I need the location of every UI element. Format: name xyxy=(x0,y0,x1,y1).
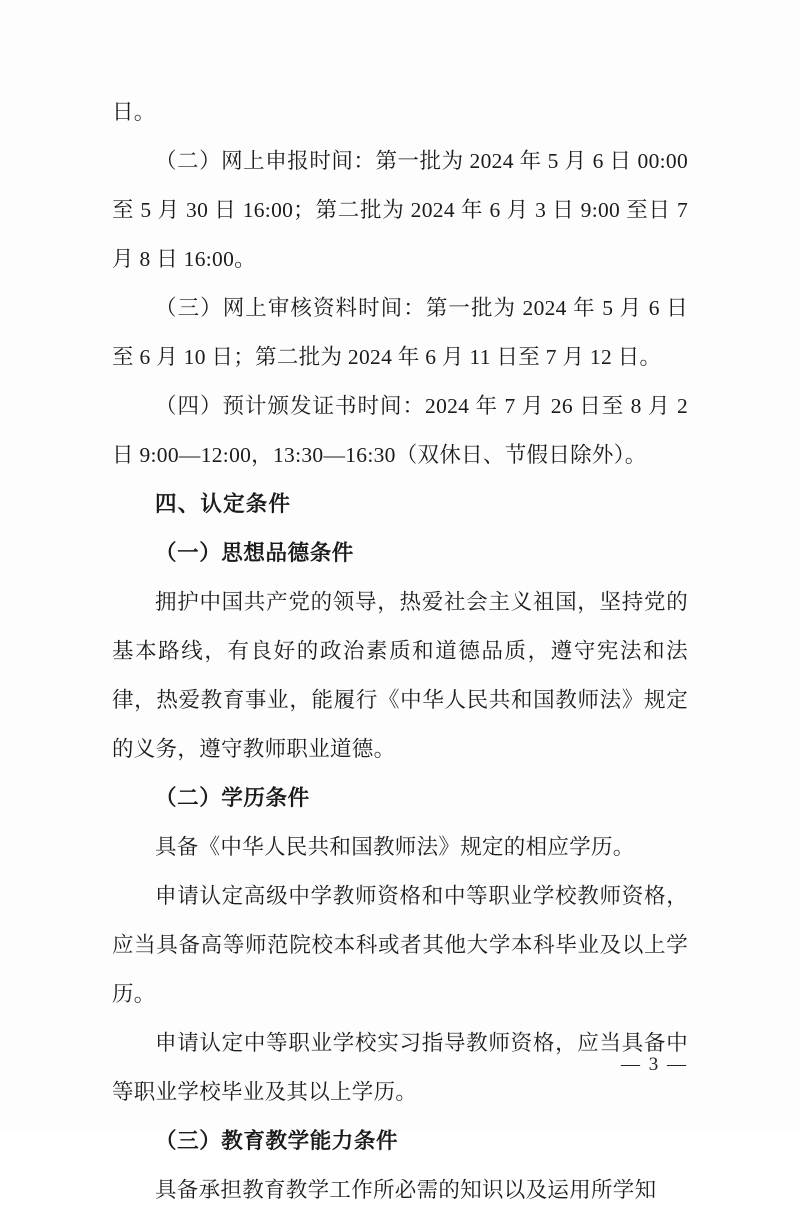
paragraph-education-requirement: 具备《中华人民共和国教师法》规定的相应学历。 xyxy=(155,835,635,859)
section-heading-recognition-conditions: 四、认定条件 xyxy=(155,492,292,516)
paragraph-online-application-time: （二）网上申报时间：第一批为 2024 年 5 月 6 日 00:00 至 5 月 30 日 16:00；第二批为 2024 年 6 月 3 日 9:00 至日 7 月 8 日 16:00。 xyxy=(112,149,688,271)
paragraph-teaching-ability-body: 具备承担教育教学工作所必需的知识以及运用所学知 xyxy=(155,1178,657,1202)
paragraph-certificate-issue-time: （四）预计颁发证书时间：2024 年 7 月 26 日至 8 月 2 日 9:00—12:00，13:30—16:30（双休日、节假日除外）。 xyxy=(112,394,688,467)
subsection-heading-teaching-ability-conditions: （三）教育教学能力条件 xyxy=(155,1129,399,1153)
document-body xyxy=(112,88,688,1215)
paragraph-moral-conditions-body: 拥护中国共产党的领导，热爱社会主义祖国，坚持党的基本路线，有良好的政治素质和道德品质，遵守宪法和法律，热爱教育事业，能履行《中华人民共和国教师法》规定的义务，遵守教师职业道德。 xyxy=(112,590,688,761)
page-number: — 3 — xyxy=(621,1054,688,1075)
paragraph-continuation: 日。 xyxy=(112,100,156,124)
page-footer xyxy=(112,1054,688,1076)
paragraph-senior-high-vocational-requirement: 申请认定高级中学教师资格和中等职业学校教师资格，应当具备高等师范院校本科或者其他大学本科毕业及以上学历。 xyxy=(112,884,688,1006)
paragraph-online-review-time: （三）网上审核资料时间：第一批为 2024 年 5 月 6 日至 6 月 10 日；第二批为 2024 年 6 月 11 日至 7 月 12 日。 xyxy=(112,296,688,369)
paragraph-internship-instructor-requirement: 申请认定中等职业学校实习指导教师资格，应当具备中等职业学校毕业及其以上学历。 xyxy=(112,1031,688,1104)
subsection-heading-education-conditions: （二）学历条件 xyxy=(155,786,310,810)
subsection-heading-moral-conditions: （一）思想品德条件 xyxy=(155,541,354,565)
